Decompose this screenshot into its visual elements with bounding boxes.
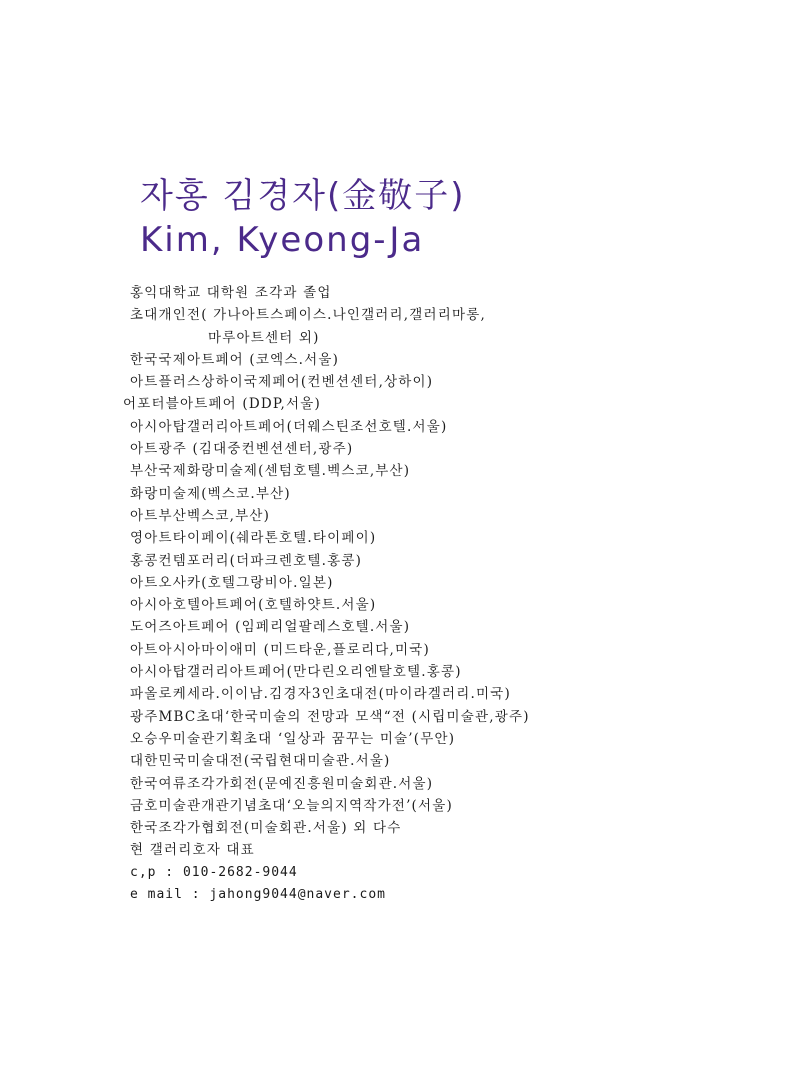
contact-line: e mail : jahong9044@naver.com	[130, 887, 386, 903]
artist-name-korean: 자홍 김경자(金敬子)	[140, 176, 466, 216]
career-item: 홍콩컨템포러리(더파크렌호텔.홍콩)	[130, 552, 363, 569]
career-item: 초대개인전( 가나아트스페이스.나인갤러리,갤러리마롱,	[130, 307, 486, 324]
career-item: 파올로케세라.이이남.김경자3인초대전(마이라겔러리.미국)	[130, 686, 511, 703]
career-item: 현 갤러리호자 대표	[130, 842, 255, 859]
career-item: 오승우미술관기획초대 ‘일상과 꿈꾸는 미술’(무안)	[130, 730, 456, 747]
career-item: 한국국제아트페어 (코엑스.서울)	[130, 351, 340, 368]
career-item: 마루아트센터 외)	[208, 329, 320, 346]
career-item: 금호미술관개관기념초대‘오늘의지역작가전’(서울)	[130, 797, 453, 814]
career-item: 부산국제화랑미술제(센텀호텔.벡스코,부산)	[130, 463, 411, 480]
career-item: 아트광주 (김대중컨벤션센터,광주)	[130, 441, 354, 458]
artist-name-english: Kim, Kyeong-Ja	[140, 220, 425, 260]
career-item: 아트플러스상하이국제페어(컨벤션센터,상하이)	[130, 374, 434, 391]
contact-line: c,p : 010-2682-9044	[130, 864, 298, 880]
career-item: 아트아시아마이애미 (미드타운,플로리다,미국)	[130, 641, 430, 658]
career-item: 대한민국미술대전(국립현대미술관.서울)	[130, 753, 391, 770]
career-item: 아시아탑갤러리아트페어(더웨스틴조선호텔.서울)	[130, 418, 448, 435]
career-item: 어포터블아트페어 (DDP,서울)	[123, 396, 321, 413]
career-item: 홍익대학교 대학원 조각과 졸업	[130, 285, 332, 301]
career-item: 광주MBC초대‘한국미술의 전망과 모색“전 (시립미술관,광주)	[130, 708, 530, 725]
career-item: 영아트타이페이(쉐라톤호텔.타이페이)	[130, 530, 377, 547]
career-item: 아시아탑갤러리아트페어(만다린오리엔탈호텔.홍콩)	[130, 664, 462, 681]
career-item: 한국여류조각가회전(문예진흥원미술회관.서울)	[130, 775, 434, 792]
career-list	[0, 282, 800, 906]
career-item: 도어즈아트페어 (임페리얼팔레스호텔.서울)	[130, 619, 411, 636]
career-item: 화랑미술제(벡스코.부산)	[130, 485, 291, 502]
career-item: 한국조각가협회전(미술회관.서울) 외 다수	[130, 820, 402, 837]
career-item: 아트오사카(호텔그랑비아.일본)	[130, 574, 334, 591]
career-item: 아시아호텔아트페어(호텔하얏트.서울)	[130, 597, 377, 614]
career-item: 아트부산벡스코,부산)	[130, 507, 271, 524]
